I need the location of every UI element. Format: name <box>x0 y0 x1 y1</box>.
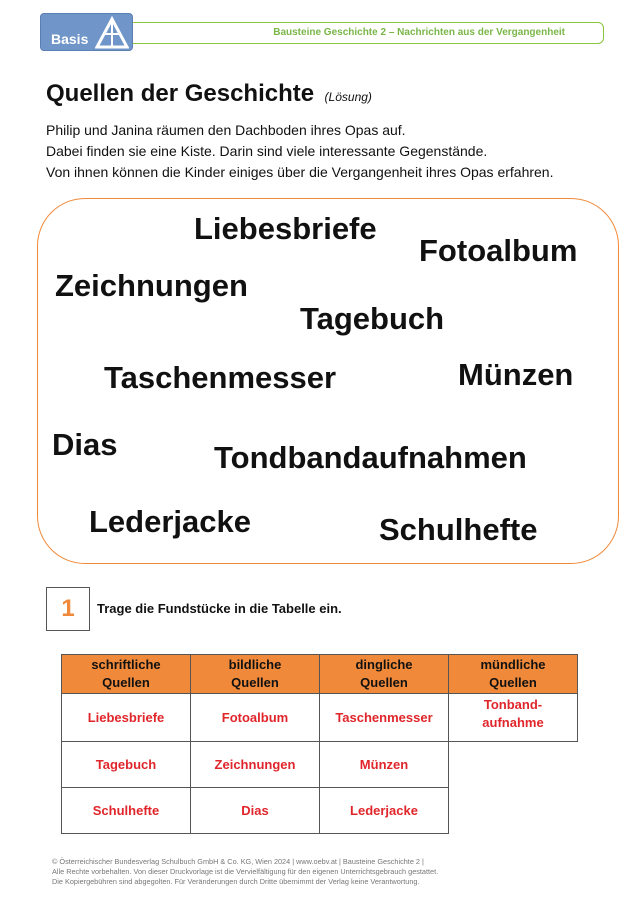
intro-line: Von ihnen können die Kinder einiges über die Vergangenheit ihres Opas erfahren. <box>46 164 554 180</box>
title-row <box>46 80 372 108</box>
table-cell: Taschenmesser <box>320 694 449 742</box>
table-cell: Liebesbriefe <box>62 694 191 742</box>
table-cell: Münzen <box>320 742 449 788</box>
table-cell: Fotoalbum <box>191 694 320 742</box>
word-cloud-box <box>37 198 619 564</box>
table-cell: Dias <box>191 788 320 834</box>
table-cell: Zeichnungen <box>191 742 320 788</box>
intro-text <box>46 120 553 183</box>
word-liebesbriefe: Liebesbriefe <box>194 211 377 246</box>
basis-logo <box>40 13 133 51</box>
logo-triangle-icon <box>95 16 129 50</box>
footer-line: Die Kopiergebühren sind abgegolten. Für Veränderungen durch Dritte übernimmt der Verlag keine Verantwortung. <box>52 877 420 886</box>
word-fotoalbum: Fotoalbum <box>419 233 578 268</box>
table-row <box>62 788 578 834</box>
copyright-footer <box>52 857 438 887</box>
page-subtitle: (Lösung) <box>324 90 372 104</box>
header-oral-sources: mündliche Quellen <box>449 655 578 694</box>
header-pictorial-sources: bildliche Quellen <box>191 655 320 694</box>
header-title: Bausteine Geschichte 2 – Nachrichten aus der Vergangenheit <box>273 27 565 38</box>
table-cell: Lederjacke <box>320 788 449 834</box>
footer-line: © Österreichischer Bundesverlag Schulbuch GmbH & Co. KG, Wien 2024 | www.oebv.at | Bausteine Geschichte 2 | <box>52 857 424 866</box>
cell-line: aufnahme <box>482 715 544 730</box>
table-cell <box>449 694 578 742</box>
task-number-box <box>46 587 90 631</box>
page-title: Quellen der Geschichte <box>46 80 315 107</box>
table-cell: Tagebuch <box>62 742 191 788</box>
intro-line: Dabei finden sie eine Kiste. Darin sind viele interessante Gegenstände. <box>46 143 488 159</box>
word-schulhefte: Schulhefte <box>379 512 538 547</box>
footer-line: Alle Rechte vorbehalten. Von dieser Druckvorlage ist die Vervielfältigung für den eigenen Unterrichtsgebrauch gestattet. <box>52 867 439 876</box>
table-row <box>62 694 578 742</box>
logo-label: Basis <box>51 31 89 47</box>
word-dias: Dias <box>52 427 118 462</box>
word-taschenmesser: Taschenmesser <box>104 360 337 395</box>
word-tondbandaufnahmen: Tondbandaufnahmen <box>214 440 527 475</box>
intro-line: Philip und Janina räumen den Dachboden ihres Opas auf. <box>46 122 406 138</box>
sources-table <box>61 654 578 834</box>
cell-line: Tonband- <box>483 697 543 712</box>
table-header-row <box>62 655 578 694</box>
table-cell-empty <box>449 788 578 834</box>
header-written-sources: schriftliche Quellen <box>62 655 191 694</box>
table-row <box>62 742 578 788</box>
table-cell-empty <box>449 742 578 788</box>
task-instruction: Trage die Fundstücke in die Tabelle ein. <box>97 601 342 616</box>
task-number: 1 <box>61 595 75 622</box>
word-zeichnungen: Zeichnungen <box>55 268 248 303</box>
header-material-sources: dingliche Quellen <box>320 655 449 694</box>
word-muenzen: Münzen <box>458 357 574 392</box>
table-cell: Schulhefte <box>62 788 191 834</box>
word-lederjacke: Lederjacke <box>89 504 251 539</box>
word-tagebuch: Tagebuch <box>300 301 445 336</box>
